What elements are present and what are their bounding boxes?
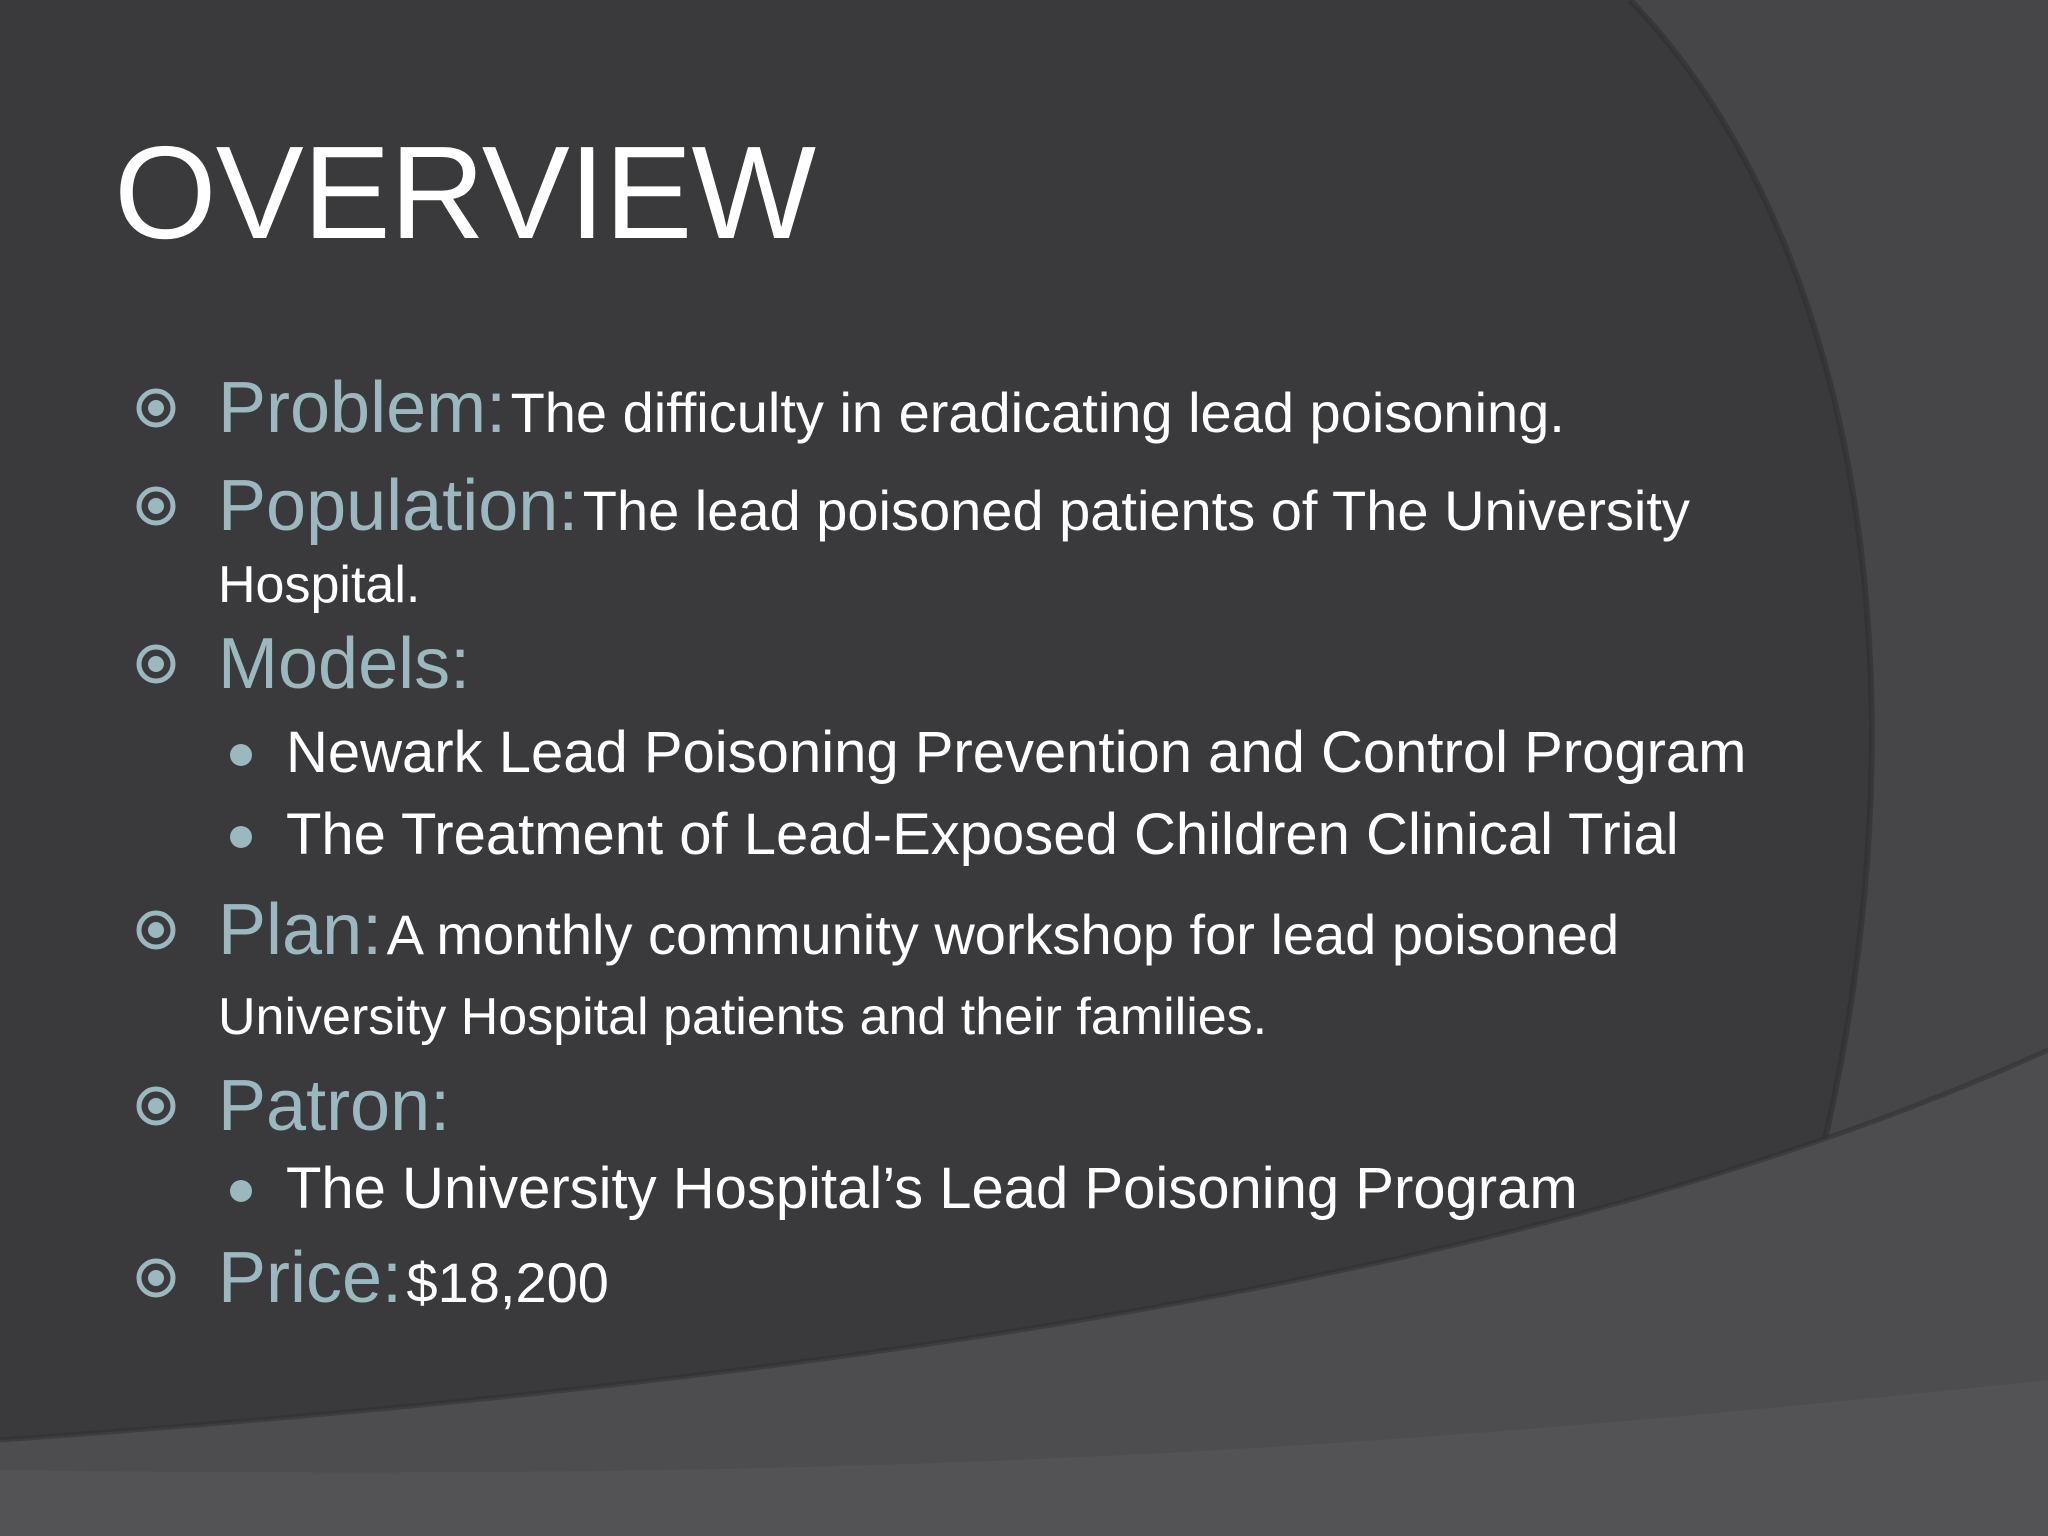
- item-label: Price:: [218, 1238, 403, 1318]
- slide-title: OVERVIEW: [114, 119, 816, 266]
- item-text: The lead poisoned patients of The University: [582, 479, 1690, 542]
- list-item-models: [218, 622, 1778, 706]
- item-label: Models:: [218, 624, 471, 704]
- circle-bullet-icon: [134, 1256, 178, 1300]
- sub-item-text: The University Hospital’s Lead Poisoning Program: [286, 1156, 1578, 1221]
- sub-item: [286, 800, 1679, 870]
- sub-item-text: Newark Lead Poisoning Prevention and Control Program: [286, 720, 1747, 785]
- item-text-continuation: University Hospital patients and their families.: [218, 988, 1268, 1046]
- sub-item: [286, 718, 1746, 788]
- circle-bullet-icon: [134, 908, 178, 952]
- item-text: The difficulty in eradicating lead poisoning.: [510, 381, 1565, 444]
- sub-item-text: The Treatment of Lead-Exposed Children Clinical Trial: [286, 802, 1679, 867]
- list-item-plan: [218, 888, 1778, 1057]
- dot-bullet-icon: [230, 826, 252, 848]
- list-item-patron: [218, 1064, 1778, 1148]
- item-text: $18,200: [406, 1251, 609, 1314]
- item-label: Population:: [218, 466, 579, 546]
- list-item-problem: [218, 366, 1778, 455]
- item-label: Patron:: [218, 1066, 451, 1146]
- item-text: A monthly community workshop for lead poisoned: [386, 903, 1620, 966]
- circle-bullet-icon: [134, 386, 178, 430]
- dot-bullet-icon: [230, 1180, 252, 1202]
- item-label: Plan:: [218, 890, 383, 970]
- list-item-population: [218, 464, 1778, 617]
- item-label: Problem:: [218, 368, 507, 448]
- circle-bullet-icon: [134, 642, 178, 686]
- circle-bullet-icon: [134, 484, 178, 528]
- circle-bullet-icon: [134, 1084, 178, 1128]
- dot-bullet-icon: [230, 744, 252, 766]
- list-item-price: [218, 1236, 1778, 1325]
- item-text-continuation: Hospital.: [218, 556, 421, 614]
- sub-item: [286, 1154, 1578, 1224]
